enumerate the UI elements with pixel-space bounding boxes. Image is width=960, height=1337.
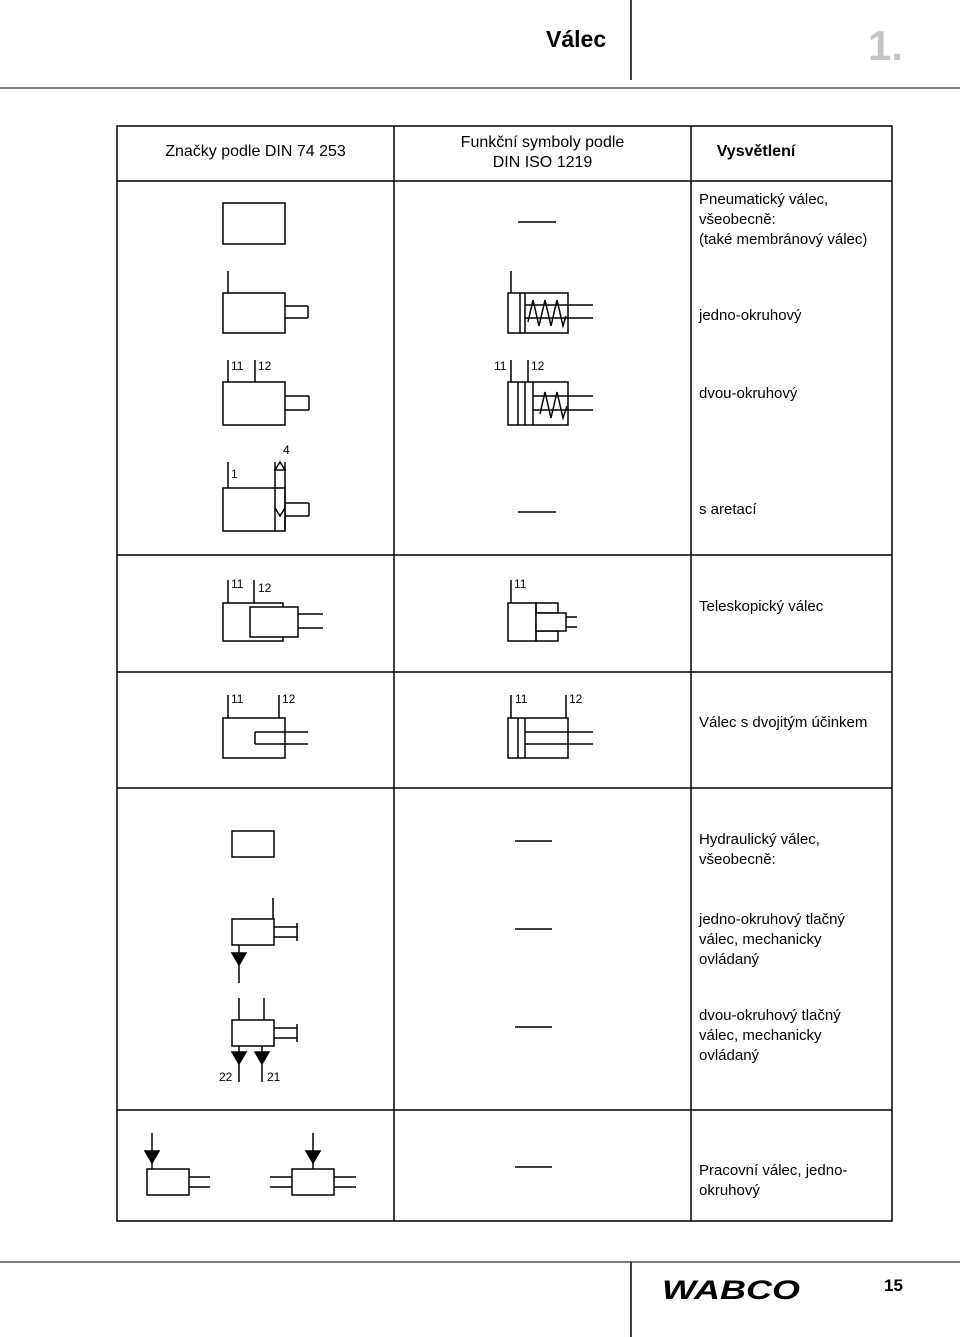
port-label: 11 — [231, 692, 244, 706]
cylinder-general-symbol — [223, 203, 285, 244]
cylinder-dual-circuit-iso-symbol — [508, 360, 593, 425]
cylinder-single-circuit-symbol — [223, 271, 308, 333]
page-number: 15 — [884, 1276, 903, 1295]
port-label: 11 — [515, 692, 528, 706]
working-cylinder-symbol-a — [145, 1133, 210, 1195]
port-label: 12 — [282, 692, 296, 706]
page-title: Válec — [546, 26, 607, 52]
desc-single-circuit: jedno-okruhový — [699, 307, 802, 324]
port-label: 21 — [267, 1070, 281, 1084]
desc-hydraulic-single: jedno-okruhový tlačný válec, mechanicky ovládaný — [699, 911, 845, 968]
port-label: 11 — [231, 577, 244, 591]
port-label: 11 — [494, 359, 507, 373]
chapter-number: 1. — [868, 22, 904, 69]
port-label: 12 — [258, 581, 272, 595]
cylinder-single-circuit-iso-symbol — [508, 271, 593, 333]
desc-working-cylinder: Pracovní válec, jedno- okruhový — [699, 1162, 848, 1199]
port-label: 12 — [258, 359, 272, 373]
desc-with-detent: s aretací — [699, 501, 757, 518]
hydraulic-cylinder-general-symbol — [232, 831, 274, 857]
port-label: 12 — [569, 692, 583, 706]
column-header-iso1219-line1: Funkční symboly podle — [460, 134, 625, 151]
port-label: 4 — [283, 443, 290, 457]
wabco-logo — [662, 1275, 804, 1303]
desc-hydraulic-dual: dvou-okruhový tlačný válec, mechanicky ovládaný — [699, 1007, 841, 1064]
port-label: 1 — [231, 467, 238, 481]
column-header-iso1219 — [394, 133, 691, 173]
desc-hydraulic-general: Hydraulický válec, všeobecně: — [699, 831, 820, 868]
port-label: 12 — [531, 359, 545, 373]
hydraulic-single-circuit-symbol — [232, 898, 297, 983]
column-header-explanation: Vysvětlení — [716, 143, 796, 160]
desc-pneumatic-general: Pneumatický válec, všeobecně: (také membránový válec) — [699, 191, 868, 248]
working-cylinder-symbol-b — [270, 1133, 356, 1195]
column-header-din74253: Značky podle DIN 74 253 — [165, 143, 346, 160]
port-label: 11 — [231, 359, 244, 373]
desc-dual-circuit: dvou-okruhový — [699, 385, 798, 402]
svg-text:WABCO: WABCO — [662, 1275, 800, 1303]
hydraulic-dual-circuit-symbol — [232, 998, 297, 1082]
column-header-iso1219-line2: DIN ISO 1219 — [492, 154, 593, 171]
port-label: 22 — [219, 1070, 233, 1084]
desc-telescopic: Teleskopický válec — [699, 598, 824, 615]
port-label: 11 — [514, 577, 527, 591]
desc-double-acting: Válec s dvojitým účinkem — [699, 714, 868, 731]
